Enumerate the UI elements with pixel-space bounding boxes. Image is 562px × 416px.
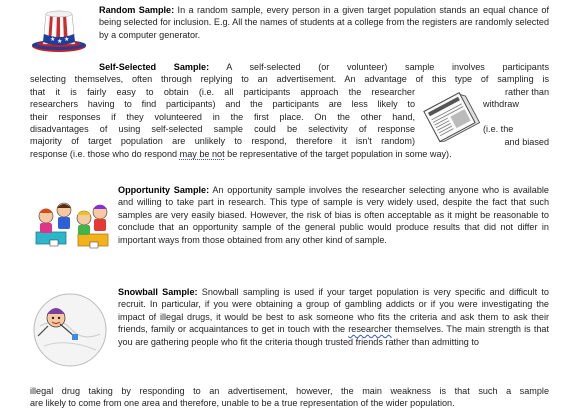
snowball-sample-section: Snowball Sample: Snowball sampling is used if your target population is very specific and difficult to recruit. In particular, if you were obtaining a group of gambling addicts or if you were investigating the impact of illegal drugs, it would be best to ask someone who fits the criteria and ask them to ask their friends, family or acquaintances to get in touch with the researcher themselves. The main strength is that you are gathering people who fit the criteria though trusted friends rather than admitting to [118, 287, 549, 347]
random-sample-section [99, 4, 549, 41]
random-sample-text: In a random sample, every person in a given target population stands an equal chance of being selected for inclusion. E.g. All the names of students at a college from the registers are randomly selected by a computer generator. [99, 5, 550, 40]
random-sample-heading: Random Sample: [99, 5, 175, 15]
self-selected-line-2: selecting themselves, often through replying to an advertisement. An advantage of this type of sampling is [30, 74, 549, 85]
classroom-children-icon [34, 196, 112, 254]
self-selected-right-column: rather than withdraw (i.e. the and biased [483, 87, 549, 147]
self-selected-line-8: response (i.e. those who do respond may be not be representative of the target population in some way). [30, 148, 452, 159]
svg-text:★: ★ [50, 36, 56, 43]
self-selected-line-7a: majority of target population are unlikely to respond, therefore it isn't random) [30, 136, 415, 147]
snowball-footer-lines: illegal drug taking by responding to an advertisement, however, the main weakness is that such a sample are likely to come from one area and therefore, unable to be a true representation of the wider population. [30, 386, 549, 409]
snowball-character-icon [30, 286, 108, 374]
opportunity-sample-text: An opportunity sample involves the researcher selecting anyone who is available and willing to take part in research. This type of sample is very widely used, despite the fact that such samples are very easily biased. However, the risk of bias is often acceptable as it might be reasonable to conclude that an opportunity sample of the general public would produce results that did not differ in important ways from those obtained from any other kind of sample. [118, 185, 549, 245]
svg-text:★: ★ [64, 36, 70, 43]
researcher-word: researcher [348, 324, 392, 335]
opportunity-sample-heading: Opportunity Sample: [118, 185, 210, 195]
snowball-sample-heading: Snowball Sample: [118, 287, 198, 297]
self-selected-line-5: their responses if they volunteered in the first place. On the other hand, [30, 111, 415, 122]
uncle-sam-hat-icon [30, 4, 88, 54]
svg-text:★: ★ [57, 38, 63, 45]
opportunity-sample-section [118, 184, 549, 246]
newspaper-icon [420, 90, 480, 146]
self-selected-line-4a: researchers having to find participants) and the participants are less likely to [30, 99, 415, 110]
self-selected-line-6a: disadvantages of using self-selected sample could be selectivity of response [30, 124, 415, 135]
self-selected-heading: Self-Selected Sample: [99, 62, 210, 72]
self-selected-line-1: Self-Selected Sample: A self-selected (or volunteer) sample involves participants [99, 62, 549, 72]
self-selected-line-3a: that it is fairly easy to obtain (i.e. all participants approach the researcher [30, 86, 415, 97]
